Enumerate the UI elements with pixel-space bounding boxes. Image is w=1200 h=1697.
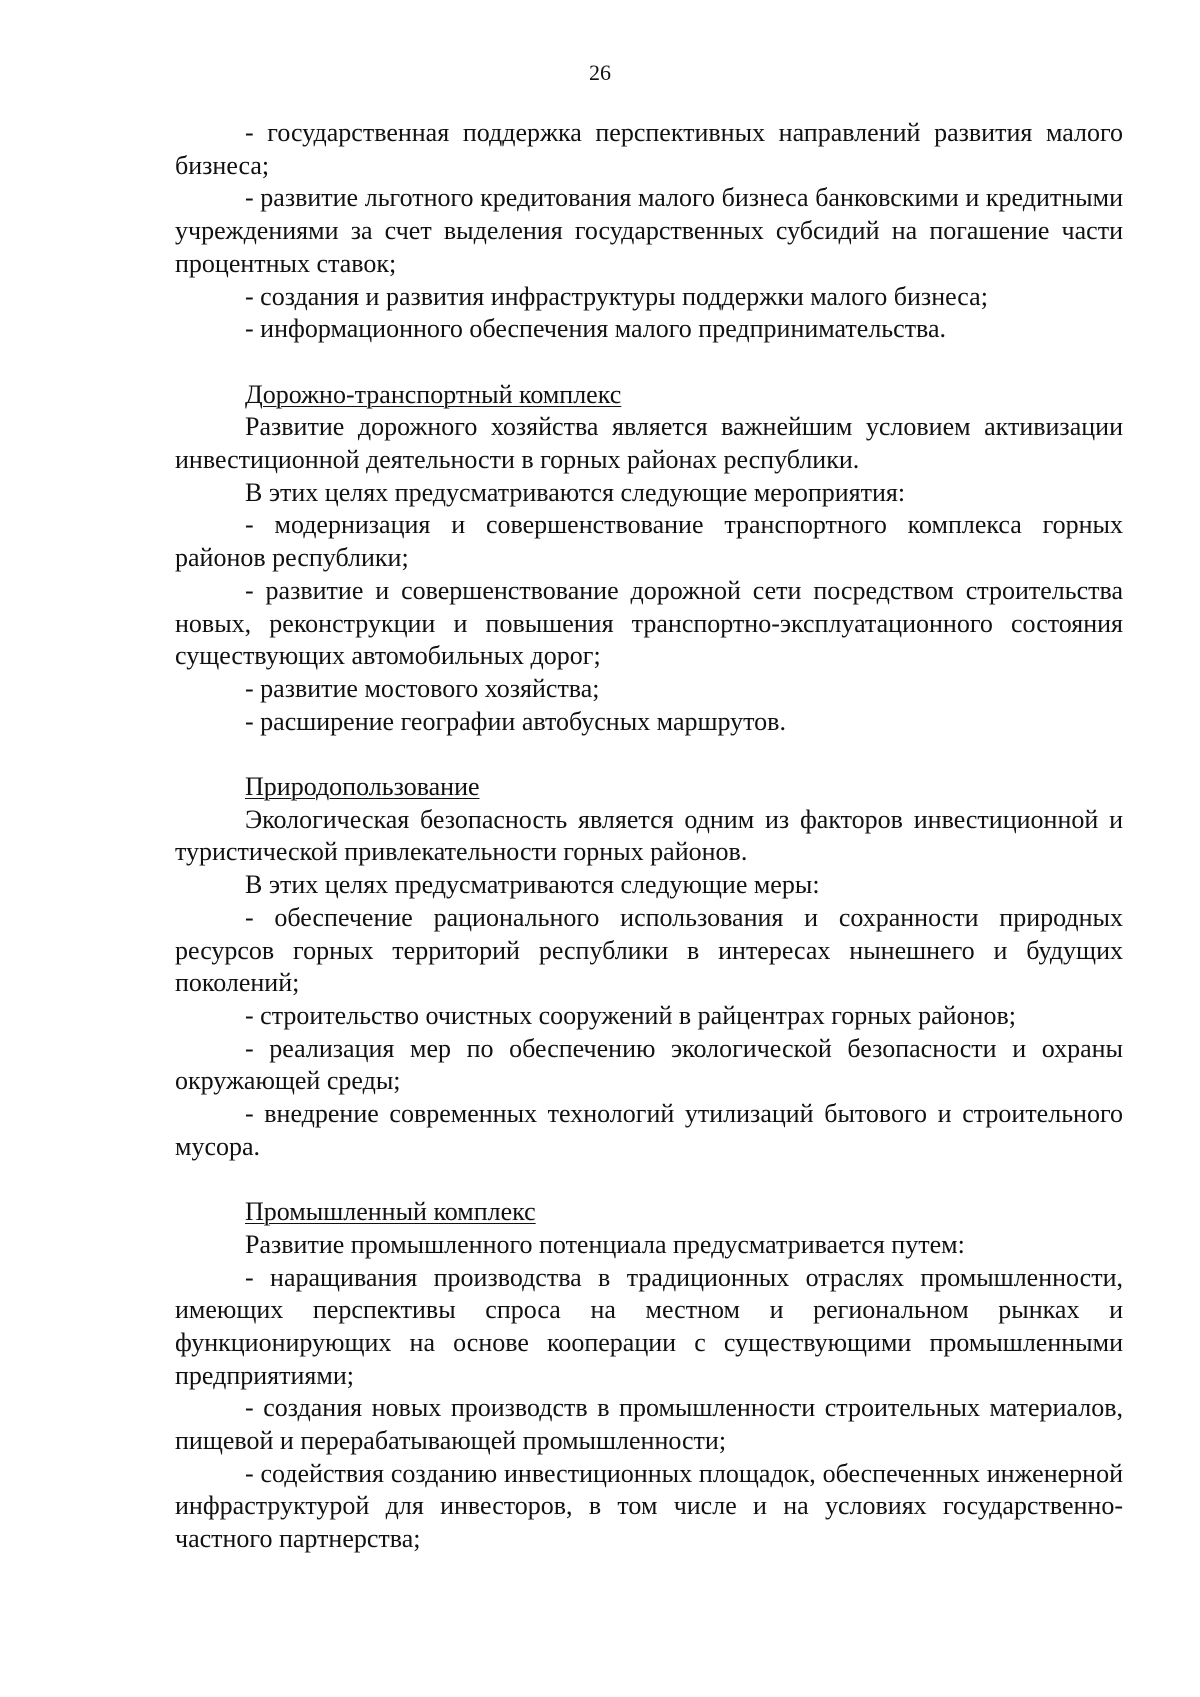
list-item: - наращивания производства в традиционных отраслях промышленности, имеющих перспективы спроса на местном и региональном рынках и функционирующих на основе кооперации с существующими промышленными предприятиями; <box>175 1262 1123 1390</box>
page-number: 26 <box>589 60 611 85</box>
list-item: - строительство очистных сооружений в райцентрах горных районов; <box>245 1000 1016 1030</box>
section-small-business <box>175 117 1123 346</box>
list-item: - развитие и совершенствование дорожной сети посредством строительства новых, реконструкции и повышения транспортно-эксплуатационного состояния существующих автомобильных дорог; <box>175 575 1123 671</box>
section-roads <box>175 379 1123 739</box>
section-heading: Промышленный комплекс <box>245 1197 536 1227</box>
paragraph: В этих целях предусматриваются следующие меры: <box>245 870 820 900</box>
section-industry <box>175 1196 1123 1556</box>
list-item: - внедрение современных технологий утилизаций бытового и строительного мусора. <box>175 1099 1123 1161</box>
list-item: - реализация мер по обеспечению экологической безопасности и охраны окружающей среды; <box>175 1033 1123 1096</box>
list-item: - государственная поддержка перспективных направлений развития малого бизнеса; <box>175 118 1123 180</box>
section-nature <box>175 771 1123 1163</box>
list-item: - создания новых производств в промышленности строительных материалов, пищевой и перерабатывающей промышленности; <box>175 1393 1123 1456</box>
list-item: - развитие мостового хозяйства; <box>245 673 600 703</box>
document-body <box>175 117 1123 1556</box>
list-item: - развитие льготного кредитования малого бизнеса банковскими и кредитными учреждениями за счет выделения государственных субсидий на погашение части процентных ставок; <box>175 183 1123 278</box>
paragraph: Развитие дорожного хозяйства является важнейшим условием активизации инвестиционной деятельности в горных районах республики. <box>175 412 1123 475</box>
section-heading: Природопользование <box>245 772 480 802</box>
paragraph: Экологическая безопасность является одним из факторов инвестиционной и туристической привлекательности горных районов. <box>175 804 1123 867</box>
paragraph: Развитие промышленного потенциала предусматривается путем: <box>245 1229 965 1259</box>
list-item: - обеспечение рационального использования и сохранности природных ресурсов горных территорий республики в интересах нынешнего и будущих поколений; <box>175 902 1123 998</box>
list-item: - информационного обеспечения малого предпринимательства. <box>245 314 947 344</box>
section-heading: Дорожно-транспортный комплекс <box>245 379 622 409</box>
list-item: - создания и развития инфраструктуры поддержки малого бизнеса; <box>245 281 988 311</box>
list-item: - расширение географии автобусных маршрутов. <box>245 706 786 736</box>
list-item: - модернизация и совершенствование транспортного комплекса горных районов республики; <box>175 510 1123 573</box>
paragraph: В этих целях предусматриваются следующие мероприятия: <box>245 477 906 507</box>
list-item: - содействия созданию инвестиционных площадок, обеспеченных инженерной инфраструктурой для инвесторов, в том числе и на условиях государственно-частного партнерства; <box>175 1458 1123 1554</box>
